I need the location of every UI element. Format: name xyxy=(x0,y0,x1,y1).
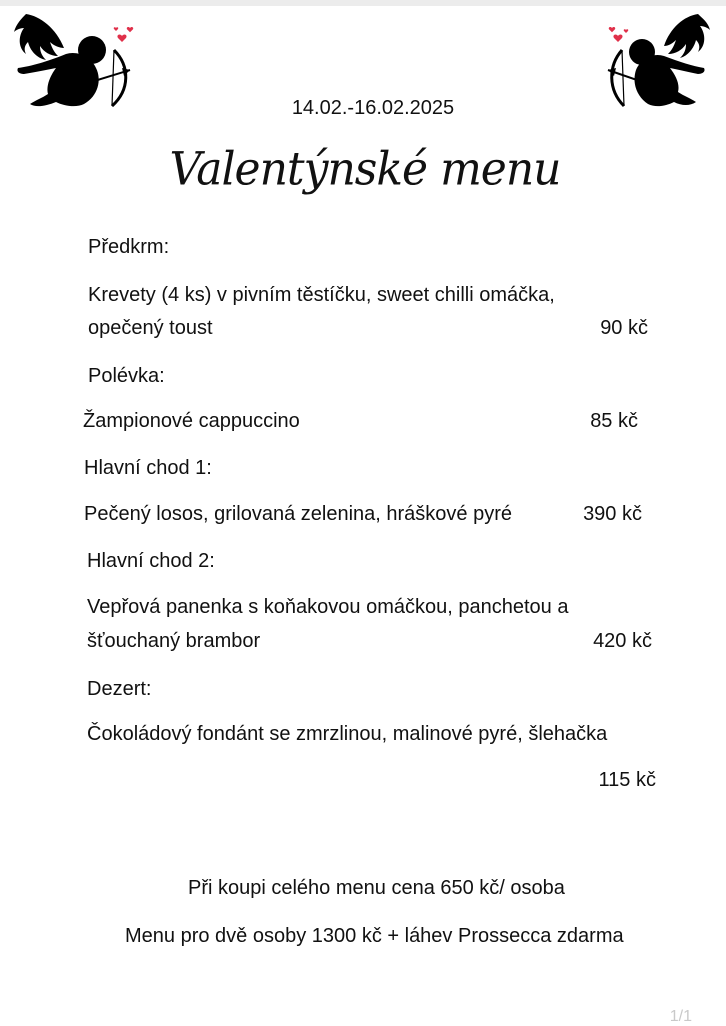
main1-heading: Hlavní chod 1: xyxy=(84,457,212,479)
main1-price: 390 kč xyxy=(583,503,642,525)
soup-heading: Polévka: xyxy=(88,365,165,387)
soup-price: 85 kč xyxy=(590,410,638,432)
main1-line1: Pečený losos, grilovaná zelenina, hráškové pyré xyxy=(84,503,513,525)
page-indicator: 1/1 xyxy=(669,1008,692,1025)
menu-title: Valentýnské menu xyxy=(169,142,561,197)
starter-line1: Krevety (4 ks) v pivním těstíčku, sweet chilli omáčka, xyxy=(88,284,555,306)
main2-line1: Vepřová panenka s koňakovou omáčkou, panchetou a xyxy=(87,596,569,618)
starter-line2: opečený toust xyxy=(88,317,213,339)
main2-line2: šťouchaný brambor xyxy=(87,630,261,652)
dessert-heading: Dezert: xyxy=(87,678,152,700)
menu-offer-single: Při koupi celého menu cena 650 kč/ osoba xyxy=(188,877,565,899)
dessert-line1: Čokoládový fondánt se zmrzlinou, malinové pyré, šlehačka xyxy=(87,723,608,745)
main2-heading: Hlavní chod 2: xyxy=(87,550,215,572)
menu-offer-couple: Menu pro dvě osoby 1300 kč + láhev Prossecca zdarma xyxy=(125,925,624,947)
dessert-price: 115 kč xyxy=(598,769,656,791)
date-range: 14.02.-16.02.2025 xyxy=(291,97,455,119)
starter-heading: Předkrm: xyxy=(88,236,170,258)
starter-price: 90 kč xyxy=(600,317,648,339)
soup-line1: Žampionové cappuccino xyxy=(83,410,300,432)
main2-price: 420 kč xyxy=(593,630,652,652)
